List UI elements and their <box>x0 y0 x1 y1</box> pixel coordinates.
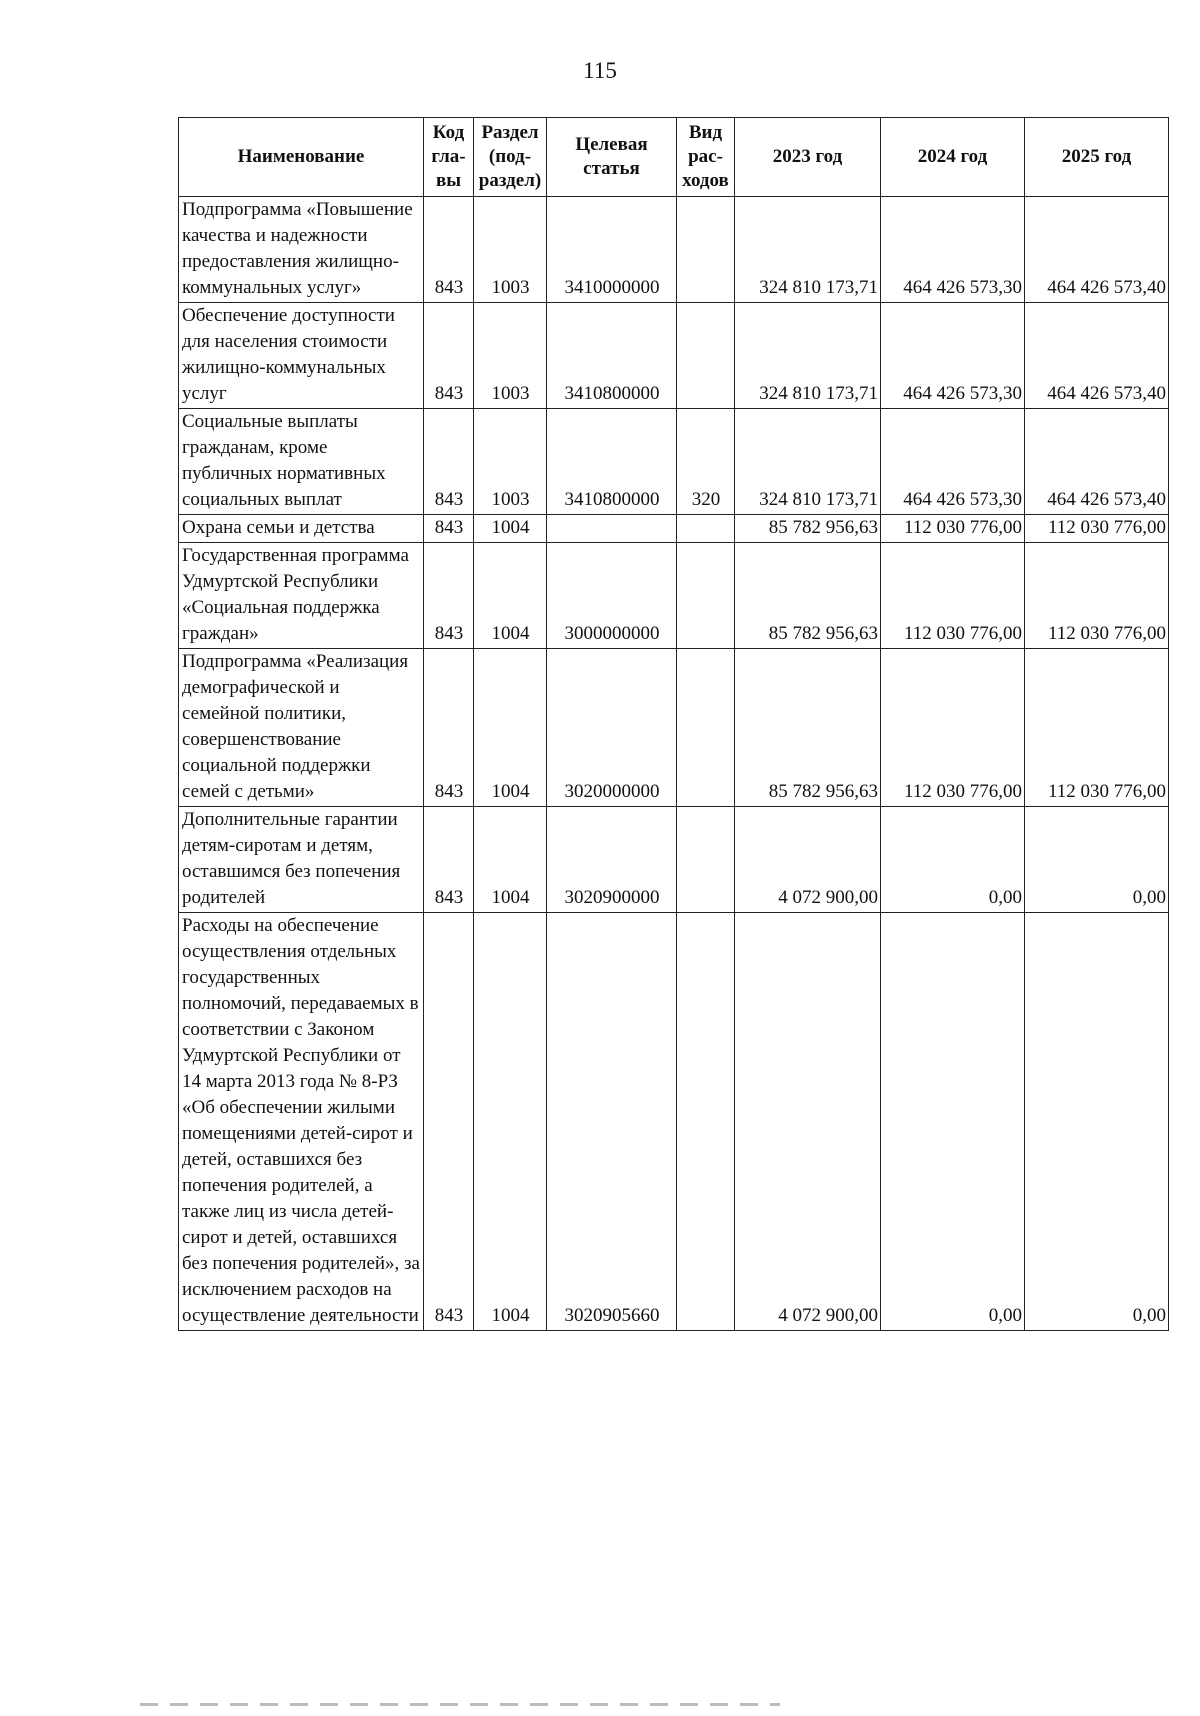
cell-glava-code: 843 <box>424 543 474 649</box>
cell-razdel: 1003 <box>474 197 547 303</box>
cell-target-article: 3020000000 <box>547 649 677 807</box>
cell-razdel: 1004 <box>474 913 547 1331</box>
cell-expense-type <box>677 303 735 409</box>
cell-glava-code: 843 <box>424 913 474 1331</box>
table-row <box>179 913 1169 1331</box>
cell-year-2024: 0,00 <box>881 807 1025 913</box>
cell-glava-code: 843 <box>424 303 474 409</box>
header-razdel: Раздел (под-раздел) <box>474 118 547 197</box>
scan-artifact-line <box>140 1703 780 1706</box>
cell-year-2024: 112 030 776,00 <box>881 543 1025 649</box>
cell-year-2023: 4 072 900,00 <box>735 913 881 1331</box>
table-row <box>179 515 1169 543</box>
cell-year-2025: 112 030 776,00 <box>1025 515 1169 543</box>
table-row <box>179 197 1169 303</box>
header-target-article: Целевая статья <box>547 118 677 197</box>
cell-glava-code: 843 <box>424 515 474 543</box>
cell-glava-code: 843 <box>424 807 474 913</box>
cell-glava-code: 843 <box>424 649 474 807</box>
cell-year-2025: 0,00 <box>1025 913 1169 1331</box>
cell-razdel: 1004 <box>474 649 547 807</box>
header-year-2024: 2024 год <box>881 118 1025 197</box>
header-year-2025: 2025 год <box>1025 118 1169 197</box>
cell-year-2023: 85 782 956,63 <box>735 543 881 649</box>
cell-target-article <box>547 515 677 543</box>
cell-name: Расходы на обеспечение осуществления отдельных государственных полномочий, передаваемых в соответствии с Законом Удмуртской Республики от 14 марта 2013 года № 8-РЗ «Об обеспечении жилыми помещениями детей-сирот и детей, оставшихся без попечения родителей, а также лиц из числа детей-сирот и детей, оставшихся без попечения родителей», за исключением расходов на осуществление деятельности <box>179 913 424 1331</box>
cell-year-2023: 324 810 173,71 <box>735 197 881 303</box>
cell-name: Социальные выплаты гражданам, кроме публичных нормативных социальных выплат <box>179 409 424 515</box>
cell-year-2024: 464 426 573,30 <box>881 197 1025 303</box>
cell-year-2023: 4 072 900,00 <box>735 807 881 913</box>
table-row <box>179 807 1169 913</box>
cell-name: Дополнительные гарантии детям-сиротам и детям, оставшимся без попечения родителей <box>179 807 424 913</box>
cell-year-2023: 324 810 173,71 <box>735 409 881 515</box>
page-number: 115 <box>583 58 617 83</box>
header-name: Наименование <box>179 118 424 197</box>
cell-year-2025: 112 030 776,00 <box>1025 649 1169 807</box>
cell-razdel: 1003 <box>474 409 547 515</box>
cell-name: Обеспечение доступности для населения стоимости жилищно-коммунальных услуг <box>179 303 424 409</box>
cell-expense-type: 320 <box>677 409 735 515</box>
cell-expense-type <box>677 197 735 303</box>
header-expense-type: Вид рас-ходов <box>677 118 735 197</box>
cell-razdel: 1004 <box>474 807 547 913</box>
cell-year-2024: 112 030 776,00 <box>881 515 1025 543</box>
cell-target-article: 3020900000 <box>547 807 677 913</box>
header-year-2023: 2023 год <box>735 118 881 197</box>
cell-name: Охрана семьи и детства <box>179 515 424 543</box>
cell-expense-type <box>677 913 735 1331</box>
budget-table <box>178 117 1169 1331</box>
cell-year-2025: 112 030 776,00 <box>1025 543 1169 649</box>
table-body <box>179 197 1169 1331</box>
cell-target-article: 3000000000 <box>547 543 677 649</box>
table-header-row <box>179 118 1169 197</box>
cell-target-article: 3020905660 <box>547 913 677 1331</box>
cell-year-2023: 324 810 173,71 <box>735 303 881 409</box>
cell-name: Подпрограмма «Повышение качества и надежности предоставления жилищно-коммунальных услуг» <box>179 197 424 303</box>
cell-name: Государственная программа Удмуртской Республики «Социальная поддержка граждан» <box>179 543 424 649</box>
cell-razdel: 1004 <box>474 515 547 543</box>
cell-year-2025: 0,00 <box>1025 807 1169 913</box>
table-row <box>179 303 1169 409</box>
cell-glava-code: 843 <box>424 409 474 515</box>
cell-expense-type <box>677 543 735 649</box>
table-row <box>179 649 1169 807</box>
table-row <box>179 409 1169 515</box>
cell-year-2024: 464 426 573,30 <box>881 303 1025 409</box>
cell-year-2023: 85 782 956,63 <box>735 649 881 807</box>
cell-target-article: 3410800000 <box>547 409 677 515</box>
cell-year-2025: 464 426 573,40 <box>1025 197 1169 303</box>
cell-razdel: 1004 <box>474 543 547 649</box>
header-glava-code: Код гла-вы <box>424 118 474 197</box>
cell-glava-code: 843 <box>424 197 474 303</box>
cell-expense-type <box>677 807 735 913</box>
cell-razdel: 1003 <box>474 303 547 409</box>
cell-year-2025: 464 426 573,40 <box>1025 303 1169 409</box>
table-row <box>179 543 1169 649</box>
cell-expense-type <box>677 649 735 807</box>
cell-target-article: 3410000000 <box>547 197 677 303</box>
cell-expense-type <box>677 515 735 543</box>
cell-target-article: 3410800000 <box>547 303 677 409</box>
cell-year-2024: 0,00 <box>881 913 1025 1331</box>
cell-year-2024: 112 030 776,00 <box>881 649 1025 807</box>
cell-year-2023: 85 782 956,63 <box>735 515 881 543</box>
cell-year-2025: 464 426 573,40 <box>1025 409 1169 515</box>
cell-name: Подпрограмма «Реализация демографической и семейной политики, совершенствование социальной поддержки семей с детьми» <box>179 649 424 807</box>
cell-year-2024: 464 426 573,30 <box>881 409 1025 515</box>
